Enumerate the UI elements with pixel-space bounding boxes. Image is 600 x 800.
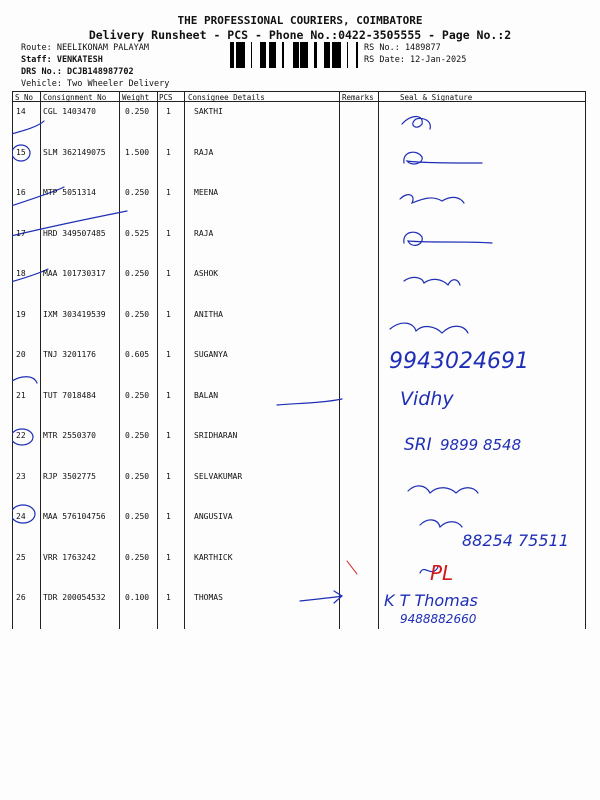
- row-25-red-initials: PL: [430, 561, 454, 585]
- rs-number: RS No.: 1489877: [364, 43, 441, 53]
- cell-consignment-no: RJP 3502775: [43, 471, 96, 481]
- barcode-bar: [332, 42, 335, 68]
- table-top-rule: [12, 91, 585, 92]
- barcode-bar: [338, 42, 341, 68]
- barcode-bar: [329, 42, 330, 68]
- row-26-handwritten-phone: 9488882660: [400, 612, 477, 626]
- cell-weight: 0.250: [125, 269, 150, 278]
- cell-sno: 26: [16, 593, 26, 602]
- barcode-bar: [239, 42, 240, 68]
- runsheet-subtitle: Delivery Runsheet - PCS - Phone No.:0422-3505555 - Page No.:2: [88, 28, 512, 42]
- arrow-stroke: [300, 591, 342, 603]
- cell-consignee: THOMAS: [194, 593, 223, 602]
- cell-consignment-no: MAA 576104756: [43, 512, 106, 521]
- cell-consignment-no: TDR 200054532: [43, 593, 106, 602]
- col-header-consignee: Consignee Details: [188, 93, 265, 102]
- cell-weight: 0.250: [125, 431, 150, 440]
- column-divider: [40, 91, 41, 629]
- cell-sno: 22: [16, 431, 26, 440]
- barcode-bar: [233, 42, 234, 68]
- cell-pcs: 1: [166, 390, 171, 400]
- signature-scribble: [404, 277, 460, 285]
- barcode-bar: [251, 42, 252, 68]
- cell-pcs: 1: [166, 431, 171, 440]
- cell-sno: 18: [16, 269, 26, 278]
- cell-consignment-no: IXM 303419539: [43, 309, 106, 319]
- barcode-bar: [263, 42, 264, 68]
- rs-date: RS Date: 12-Jan-2025: [364, 55, 467, 65]
- cell-weight: 0.250: [125, 512, 150, 521]
- barcode-bar: [336, 42, 338, 68]
- col-header-weight: Weight: [122, 93, 150, 102]
- cell-pcs: 1: [166, 552, 171, 562]
- cell-consignment-no: MTR 2550370: [43, 431, 96, 440]
- cell-sno: 14: [16, 107, 26, 116]
- barcode-image: [230, 42, 358, 68]
- cell-consignee: SUGANYA: [194, 350, 228, 359]
- row-22-handwritten-signature: SRI: [404, 435, 432, 455]
- barcode-bar: [230, 42, 233, 68]
- col-header-sno: S No: [15, 93, 34, 102]
- dash-stroke: [277, 399, 342, 405]
- column-divider: [585, 91, 586, 629]
- col-header-pcs: PCS: [159, 93, 173, 102]
- cell-pcs: 1: [166, 350, 171, 359]
- column-divider: [119, 91, 120, 629]
- barcode-bar: [275, 42, 276, 68]
- cell-pcs: 1: [166, 147, 171, 157]
- signature-scribble: [390, 323, 468, 333]
- company-title: THE PROFESSIONAL COURIERS, COIMBATORE: [177, 14, 423, 27]
- signature-scribble: [404, 232, 492, 245]
- cell-consignee: SRIDHARAN: [194, 431, 238, 440]
- staff-label: Staff: VENKATESH: [21, 55, 103, 65]
- red-check-stroke: [347, 561, 357, 574]
- cell-consignee: KARTHICK: [194, 552, 233, 562]
- cell-consignment-no: SLM 362149075: [43, 147, 106, 157]
- cell-sno: 17: [16, 228, 26, 238]
- barcode-bar: [305, 42, 306, 68]
- barcode-bar: [300, 42, 302, 68]
- cell-sno: 16: [16, 188, 26, 197]
- cell-weight: 0.250: [125, 188, 150, 197]
- route-label: Route: NEELIKONAM PALAYAM: [21, 43, 149, 53]
- cell-sno: 19: [16, 309, 26, 319]
- cell-sno: 25: [16, 552, 26, 562]
- signature-scribble: [402, 116, 430, 129]
- cell-consignee: ANGUSIVA: [194, 512, 233, 521]
- cell-sno: 20: [16, 350, 26, 359]
- cell-pcs: 1: [166, 512, 171, 521]
- cell-consignee: BALAN: [194, 390, 219, 400]
- cell-consignment-no: VRR 1763242: [43, 552, 96, 562]
- barcode-bar: [302, 42, 305, 68]
- barcode-bar: [272, 42, 275, 68]
- cell-consignee: SELVAKUMAR: [194, 471, 243, 481]
- barcode-bar: [236, 42, 239, 68]
- cell-pcs: 1: [166, 188, 171, 197]
- row-24-handwritten-phone: 88254 75511: [462, 531, 569, 550]
- signature-scribble: [420, 520, 462, 527]
- circle-mark: [12, 377, 37, 383]
- cell-pcs: 1: [166, 593, 171, 602]
- barcode-bar: [270, 42, 272, 68]
- barcode-bar: [260, 42, 263, 68]
- row-20-handwritten-phone: 9943024691: [389, 349, 529, 374]
- column-divider: [157, 91, 158, 629]
- barcode-bar: [294, 42, 296, 68]
- cell-consignment-no: HRD 349507485: [43, 228, 106, 238]
- column-divider: [339, 91, 340, 629]
- cell-pcs: 1: [166, 309, 171, 319]
- barcode-bar: [356, 42, 358, 68]
- cell-sno: 21: [16, 390, 26, 400]
- barcode-bar: [296, 42, 299, 68]
- vehicle-label: Vehicle: Two Wheeler Delivery: [21, 79, 170, 89]
- barcode-bar: [306, 42, 308, 68]
- cell-consignment-no: MAA 101730317: [43, 269, 106, 278]
- col-header-remarks: Remarks: [342, 93, 374, 102]
- signature-scribble: [408, 486, 478, 493]
- column-divider: [12, 91, 13, 629]
- cell-weight: 0.100: [125, 593, 150, 602]
- cell-consignee: ASHOK: [194, 269, 219, 278]
- barcode-bar: [324, 42, 326, 68]
- row-21-handwritten-signature: Vidhy: [400, 388, 454, 410]
- row-26-handwritten-signature: K T Thomas: [384, 591, 478, 610]
- cell-consignee: RAJA: [194, 147, 214, 157]
- cell-consignment-no: TNJ 3201176: [43, 350, 96, 359]
- barcode-bar: [293, 42, 294, 68]
- cell-consignee: ANITHA: [194, 309, 223, 319]
- cell-weight: 0.525: [125, 228, 150, 238]
- barcode-bar: [282, 42, 284, 68]
- barcode-bar: [269, 42, 270, 68]
- barcode-bar: [240, 42, 242, 68]
- drs-number: DRS No.: DCJB148987702: [21, 67, 134, 77]
- cell-sno: 23: [16, 471, 26, 481]
- cell-consignee: RAJA: [194, 228, 214, 238]
- cell-sno: 24: [16, 512, 26, 521]
- barcode-bar: [314, 42, 317, 68]
- cell-pcs: 1: [166, 471, 171, 481]
- cell-weight: 0.605: [125, 350, 150, 359]
- col-header-seal-signature: Seal & Signature: [400, 93, 473, 102]
- column-divider: [378, 91, 379, 629]
- column-divider: [184, 91, 185, 629]
- cell-weight: 1.500: [125, 147, 150, 157]
- cell-consignee: MEENA: [194, 188, 219, 197]
- cell-weight: 0.250: [125, 471, 150, 481]
- cell-consignment-no: TUT 7018484: [43, 390, 96, 400]
- cell-pcs: 1: [166, 269, 171, 278]
- cell-weight: 0.250: [125, 107, 150, 116]
- cell-sno: 15: [16, 147, 26, 157]
- signature-scribble: [400, 195, 464, 203]
- cell-consignment-no: MTP 5051314: [43, 188, 96, 197]
- cell-pcs: 1: [166, 107, 171, 116]
- barcode-bar: [242, 42, 245, 68]
- cell-weight: 0.250: [125, 552, 150, 562]
- cell-weight: 0.250: [125, 390, 150, 400]
- signature-scribble: [404, 152, 482, 164]
- barcode-bar: [264, 42, 266, 68]
- cell-consignee: SAKTHI: [194, 107, 223, 116]
- barcode-bar: [335, 42, 336, 68]
- cell-consignment-no: CGL 1403470: [43, 107, 96, 116]
- cell-pcs: 1: [166, 228, 171, 238]
- barcode-bar: [347, 42, 348, 68]
- row-22-handwritten-phone: 9899 8548: [440, 436, 522, 454]
- col-header-consignment: Consignment No: [43, 93, 107, 102]
- barcode-bar: [326, 42, 329, 68]
- cell-weight: 0.250: [125, 309, 150, 319]
